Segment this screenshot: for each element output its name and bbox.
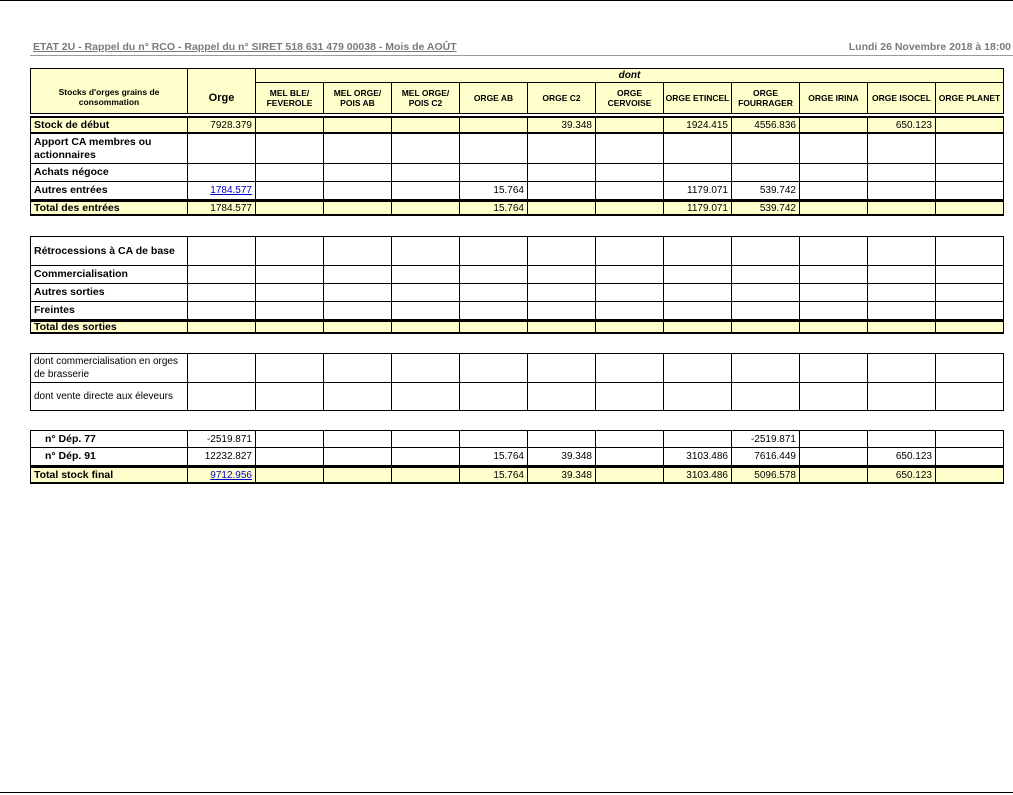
cell-value: 1924.415 xyxy=(686,119,728,131)
table-cell xyxy=(596,284,664,302)
table-cell xyxy=(324,266,392,284)
table-cell xyxy=(936,383,1004,411)
table-cell xyxy=(868,466,936,484)
table-cell xyxy=(392,448,460,466)
report-header-left: ETAT 2U - Rappel du n° RCO - Rappel du n° SIRET 518 631 479 00038 - Mois de AOÛT xyxy=(33,41,457,53)
cell-value: 3103.486 xyxy=(686,451,728,462)
table-cell xyxy=(800,134,868,164)
row-label: n° Dép. 77 xyxy=(30,430,188,448)
table-cell xyxy=(868,116,936,134)
table-cell xyxy=(664,134,732,164)
table-cell xyxy=(800,466,868,484)
table-row xyxy=(30,353,1004,383)
cell-value: 15.764 xyxy=(493,469,524,481)
table-cell xyxy=(868,182,936,200)
column-header-orge-c2: ORGE C2 xyxy=(528,82,596,114)
table-cell xyxy=(392,284,460,302)
table-cell xyxy=(324,320,392,334)
table-row xyxy=(30,430,1004,448)
table-cell xyxy=(528,182,596,200)
table-cell xyxy=(596,448,664,466)
table-cell xyxy=(256,448,324,466)
row-label: Rétrocessions à CA de base xyxy=(30,236,188,266)
table-row xyxy=(30,466,1004,484)
table-cell xyxy=(528,302,596,320)
table-cell xyxy=(460,302,528,320)
table-cell xyxy=(324,353,392,383)
table-cell xyxy=(392,466,460,484)
table-cell xyxy=(936,236,1004,266)
table-cell xyxy=(596,236,664,266)
table-cell xyxy=(460,430,528,448)
table-cell xyxy=(460,266,528,284)
table-cell xyxy=(188,266,256,284)
table-cell xyxy=(664,266,732,284)
table-cell xyxy=(664,320,732,334)
table-cell xyxy=(800,200,868,216)
table-cell xyxy=(392,266,460,284)
table-cell xyxy=(936,164,1004,182)
table-cell xyxy=(936,430,1004,448)
table-cell xyxy=(392,302,460,320)
cell-value: -2519.871 xyxy=(206,433,252,445)
table-cell xyxy=(188,466,256,484)
cell-value: 39.348 xyxy=(561,119,592,131)
table-cell xyxy=(596,430,664,448)
table-cell xyxy=(256,383,324,411)
cell-value: 1784.577 xyxy=(210,202,252,214)
table-row xyxy=(30,448,1004,466)
table-cell xyxy=(528,236,596,266)
table-cell xyxy=(732,182,800,200)
cell-value: 7928.379 xyxy=(210,119,252,131)
table-cell xyxy=(324,200,392,216)
table-cell xyxy=(664,236,732,266)
table-cell xyxy=(324,466,392,484)
table-cell xyxy=(256,266,324,284)
row-label: Autres entrées xyxy=(30,182,188,200)
table-cell xyxy=(528,284,596,302)
table-cell xyxy=(868,266,936,284)
table-cell xyxy=(528,320,596,334)
column-header-orge-isocel: ORGE ISOCEL xyxy=(868,82,936,114)
row-label: dont commercialisation en orges de brasserie xyxy=(30,353,188,383)
cell-value: 12232.827 xyxy=(204,451,252,462)
table-cell xyxy=(256,320,324,334)
table-cell xyxy=(392,430,460,448)
table-cell xyxy=(868,284,936,302)
table-cell xyxy=(256,182,324,200)
table-cell xyxy=(324,284,392,302)
cell-value: 650.123 xyxy=(895,451,932,462)
table-cell xyxy=(596,383,664,411)
row-label: Total des entrées xyxy=(30,200,188,216)
table-cell xyxy=(936,320,1004,334)
table-cell xyxy=(256,353,324,383)
table-cell xyxy=(800,266,868,284)
table-cell xyxy=(732,448,800,466)
table-cell xyxy=(596,200,664,216)
table-cell xyxy=(732,134,800,164)
table-cell xyxy=(732,353,800,383)
table-cell xyxy=(936,466,1004,484)
table-cell xyxy=(732,320,800,334)
table-cell xyxy=(188,164,256,182)
table-cell xyxy=(868,164,936,182)
table-cell xyxy=(460,116,528,134)
cell-value: 3103.486 xyxy=(686,469,728,481)
table-cell xyxy=(732,236,800,266)
column-header-orge-ab: ORGE AB xyxy=(460,82,528,114)
table-cell xyxy=(936,284,1004,302)
table-cell xyxy=(868,320,936,334)
table-cell xyxy=(528,164,596,182)
table-cell xyxy=(936,266,1004,284)
column-header-orge-irina: ORGE IRINA xyxy=(800,82,868,114)
table-cell xyxy=(596,302,664,320)
table-cell xyxy=(664,200,732,216)
table-cell xyxy=(868,302,936,320)
row-label: dont vente directe aux éleveurs xyxy=(30,383,188,411)
table-cell xyxy=(800,430,868,448)
table-cell xyxy=(596,266,664,284)
table-cell xyxy=(936,134,1004,164)
table-cell xyxy=(596,134,664,164)
table-cell xyxy=(256,284,324,302)
table-cell xyxy=(324,383,392,411)
cell-value: 650.123 xyxy=(895,119,932,131)
table-cell xyxy=(800,164,868,182)
table-cell xyxy=(868,383,936,411)
table-cell xyxy=(188,430,256,448)
table-cell xyxy=(256,430,324,448)
table-cell xyxy=(256,236,324,266)
report-header-date: Lundi 26 Novembre 2018 à 18:00 xyxy=(848,41,1011,53)
table-cell xyxy=(324,302,392,320)
table-row xyxy=(30,383,1004,411)
table-cell xyxy=(460,320,528,334)
table-cell xyxy=(596,320,664,334)
column-header-orge-planet: ORGE PLANET xyxy=(936,82,1004,114)
table-cell xyxy=(936,200,1004,216)
table-cell xyxy=(868,448,936,466)
row-label: n° Dép. 91 xyxy=(30,448,188,466)
table-cell xyxy=(528,134,596,164)
table-cell xyxy=(936,116,1004,134)
column-header-orge-cervoise: ORGE CERVOISE xyxy=(596,82,664,114)
cell-value: 7616.449 xyxy=(754,451,796,462)
dont-header-band: dont xyxy=(256,68,1004,82)
table-cell xyxy=(664,430,732,448)
table-row xyxy=(30,236,1004,266)
table-cell xyxy=(188,182,256,200)
table-cell xyxy=(664,284,732,302)
table-cell xyxy=(392,116,460,134)
column-header-orge: Orge xyxy=(188,68,256,114)
table-cell xyxy=(392,236,460,266)
table-cell xyxy=(800,116,868,134)
cell-value: 39.348 xyxy=(561,451,592,462)
table-cell xyxy=(392,134,460,164)
cell-value: 4556.836 xyxy=(754,119,796,131)
row-label: Achats négoce xyxy=(30,164,188,182)
cell-value: 539.742 xyxy=(759,202,796,214)
table-cell xyxy=(528,448,596,466)
table-cell xyxy=(868,134,936,164)
column-header-mel-orge-pois-ab: MEL ORGE/ POIS AB xyxy=(324,82,392,114)
table-cell xyxy=(732,302,800,320)
table-cell xyxy=(188,302,256,320)
column-header-mel-orge-pois-c2: MEL ORGE/ POIS C2 xyxy=(392,82,460,114)
table-cell xyxy=(460,182,528,200)
table-cell xyxy=(460,448,528,466)
table-cell xyxy=(460,466,528,484)
table-cell xyxy=(188,134,256,164)
table-row xyxy=(30,284,1004,302)
table-cell xyxy=(936,182,1004,200)
table-cell xyxy=(188,320,256,334)
table-cell xyxy=(188,200,256,216)
table-cell xyxy=(664,116,732,134)
table-cell xyxy=(596,182,664,200)
table-cell xyxy=(800,182,868,200)
cell-value: 650.123 xyxy=(895,469,932,481)
table-cell xyxy=(664,182,732,200)
table-cell xyxy=(256,466,324,484)
table-row xyxy=(30,266,1004,284)
table-cell xyxy=(732,430,800,448)
table-row xyxy=(30,302,1004,320)
table-cell xyxy=(460,284,528,302)
table-cell xyxy=(392,320,460,334)
table-cell xyxy=(936,353,1004,383)
table-row xyxy=(30,164,1004,182)
table-cell xyxy=(256,134,324,164)
column-header-mel-ble-feverole: MEL BLE/ FEVEROLE xyxy=(256,82,324,114)
table-cell xyxy=(664,383,732,411)
top-rule xyxy=(0,0,1013,1)
cell-value: 15.764 xyxy=(493,202,524,214)
table-cell xyxy=(188,353,256,383)
table-cell xyxy=(324,164,392,182)
value-link[interactable]: 9712.956 xyxy=(210,469,252,481)
table-cell xyxy=(528,266,596,284)
table-cell xyxy=(188,116,256,134)
table-cell xyxy=(664,302,732,320)
table-cell xyxy=(528,353,596,383)
table-cell xyxy=(732,284,800,302)
corner-header-cell: Stocks d'orges grains de consommation xyxy=(30,68,188,114)
table-cell xyxy=(324,134,392,164)
table-cell xyxy=(528,466,596,484)
row-label: Stock de début xyxy=(30,116,188,134)
table-cell xyxy=(868,236,936,266)
table-cell xyxy=(868,430,936,448)
table-cell xyxy=(664,448,732,466)
table-cell xyxy=(528,430,596,448)
table-cell xyxy=(800,320,868,334)
table-cell xyxy=(596,116,664,134)
table-cell xyxy=(188,448,256,466)
table-row xyxy=(30,116,1004,134)
column-header-orge-fourrager: ORGE FOURRAGER xyxy=(732,82,800,114)
table-cell xyxy=(528,383,596,411)
row-label: Total des sorties xyxy=(30,320,188,334)
table-cell xyxy=(732,266,800,284)
table-cell xyxy=(800,302,868,320)
table-cell xyxy=(256,200,324,216)
table-cell xyxy=(800,353,868,383)
table-cell xyxy=(188,284,256,302)
table-cell xyxy=(664,353,732,383)
table-cell xyxy=(936,448,1004,466)
cell-value: 15.764 xyxy=(493,185,524,196)
table-cell xyxy=(188,236,256,266)
cell-value: 39.348 xyxy=(561,469,592,481)
table-cell xyxy=(596,466,664,484)
column-header-orge-etincel: ORGE ETINCEL xyxy=(664,82,732,114)
table-cell xyxy=(324,182,392,200)
table-cell xyxy=(528,200,596,216)
cell-value: 15.764 xyxy=(493,451,524,462)
table-row xyxy=(30,182,1004,200)
cell-value: 539.742 xyxy=(759,185,796,196)
table-cell xyxy=(800,236,868,266)
table-cell xyxy=(800,448,868,466)
table-row xyxy=(30,134,1004,164)
table-cell xyxy=(256,116,324,134)
table-row xyxy=(30,320,1004,334)
row-label: Autres sorties xyxy=(30,284,188,302)
cell-value: 1179.071 xyxy=(687,202,728,214)
table-cell xyxy=(324,430,392,448)
table-cell xyxy=(868,200,936,216)
cell-value: 1179.071 xyxy=(687,185,728,196)
table-cell xyxy=(732,383,800,411)
table-cell xyxy=(392,164,460,182)
table-cell xyxy=(528,116,596,134)
bottom-rule xyxy=(0,792,1013,793)
table-cell xyxy=(732,200,800,216)
table-cell xyxy=(800,383,868,411)
column-header-row xyxy=(30,68,1004,114)
table-cell xyxy=(664,466,732,484)
table-cell xyxy=(392,353,460,383)
table-cell xyxy=(256,164,324,182)
table-cell xyxy=(800,284,868,302)
table-cell xyxy=(868,353,936,383)
table-cell xyxy=(324,448,392,466)
row-label: Commercialisation xyxy=(30,266,188,284)
table-cell xyxy=(392,182,460,200)
row-label: Freintes xyxy=(30,302,188,320)
table-cell xyxy=(596,353,664,383)
table-cell xyxy=(256,302,324,320)
cell-value: -2519.871 xyxy=(750,433,796,445)
table-cell xyxy=(460,383,528,411)
table-cell xyxy=(732,116,800,134)
table-cell xyxy=(596,164,664,182)
value-link[interactable]: 1784.577 xyxy=(210,185,252,196)
cell-value: 5096.578 xyxy=(754,469,796,481)
header-rule xyxy=(30,55,1013,56)
table-cell xyxy=(324,236,392,266)
table-cell xyxy=(392,383,460,411)
table-cell xyxy=(324,116,392,134)
table-cell xyxy=(460,134,528,164)
table-cell xyxy=(460,200,528,216)
table-cell xyxy=(392,200,460,216)
table-cell xyxy=(460,164,528,182)
table-cell xyxy=(732,164,800,182)
row-label: Total stock final xyxy=(30,466,188,484)
row-label: Apport CA membres ou actionnaires xyxy=(30,134,188,164)
table-cell xyxy=(460,353,528,383)
table-row xyxy=(30,200,1004,216)
table-cell xyxy=(188,383,256,411)
table-cell xyxy=(936,302,1004,320)
table-cell xyxy=(664,164,732,182)
table-cell xyxy=(732,466,800,484)
table-cell xyxy=(460,236,528,266)
